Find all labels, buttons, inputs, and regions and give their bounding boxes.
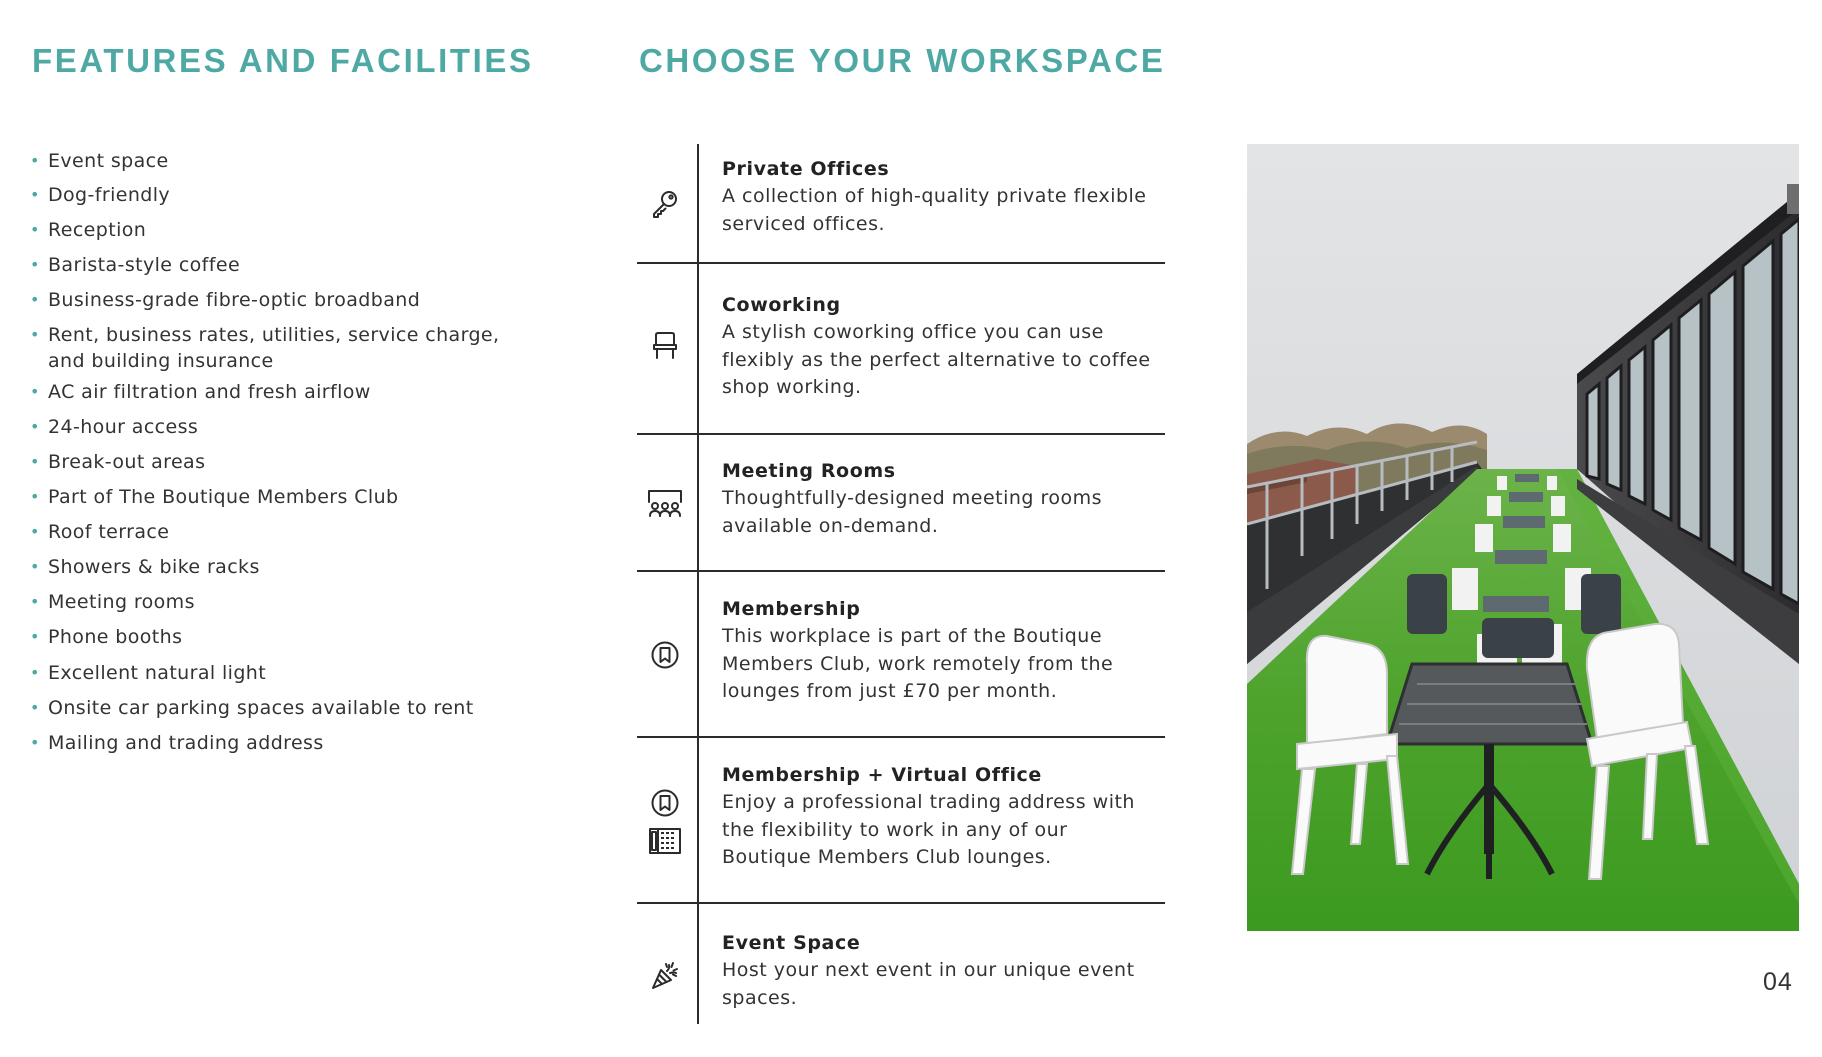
workspace-option-membership bbox=[637, 572, 1165, 736]
feature-item: • Showers & bike racks bbox=[30, 556, 260, 578]
option-description: This workplace is part of the Boutique Members Club, work remotely from the lounges from just £70 per month. bbox=[722, 625, 1114, 702]
feature-item: • Mailing and trading address bbox=[30, 732, 324, 754]
workspace-option-coworking bbox=[637, 264, 1165, 433]
bullet-icon: • bbox=[30, 522, 40, 541]
bullet-icon: • bbox=[30, 290, 40, 309]
feature-item: • Meeting rooms bbox=[30, 591, 195, 613]
option-description: Host your next event in our unique event spaces. bbox=[722, 959, 1135, 1009]
feature-item: • Phone booths bbox=[30, 626, 183, 648]
workspace-option-membership-virtual-office bbox=[637, 738, 1165, 902]
bullet-icon: • bbox=[30, 417, 40, 436]
bullet-icon: • bbox=[30, 487, 40, 506]
option-title: Meeting Rooms bbox=[722, 460, 896, 482]
feature-item: • Part of The Boutique Members Club bbox=[30, 486, 399, 508]
feature-item: • AC air filtration and fresh airflow bbox=[30, 381, 371, 403]
bullet-icon: • bbox=[30, 733, 40, 752]
features-heading: FEATURES AND FACILITIES bbox=[32, 42, 534, 79]
option-title: Private Offices bbox=[722, 158, 890, 180]
option-title: Membership bbox=[722, 598, 861, 620]
bullet-icon: • bbox=[30, 592, 40, 611]
terrace-photo bbox=[1247, 144, 1799, 931]
option-description: A stylish coworking office you can use flexibly as the perfect alternative to coffee shop working. bbox=[722, 321, 1151, 398]
workspace-option-meeting-rooms bbox=[637, 435, 1165, 570]
feature-item: • Business-grade fibre-optic broadband bbox=[30, 289, 421, 311]
chair-icon bbox=[650, 329, 680, 361]
bullet-icon: • bbox=[30, 557, 40, 576]
bullet-icon: • bbox=[30, 255, 40, 274]
bullet-icon: • bbox=[30, 627, 40, 646]
bullet-icon: • bbox=[30, 663, 40, 682]
bullet-icon: • bbox=[30, 382, 40, 401]
page-number: 04 bbox=[1763, 968, 1793, 996]
option-description: Enjoy a professional trading address with the flexibility to work in any of our Boutique Members Club lounges. bbox=[722, 791, 1135, 868]
features-list bbox=[30, 148, 510, 788]
option-description: A collection of high-quality private flexible serviced offices. bbox=[722, 185, 1147, 235]
membership-badge-icon bbox=[650, 640, 680, 670]
bullet-icon: • bbox=[30, 220, 40, 239]
bullet-icon: • bbox=[30, 325, 40, 344]
bullet-icon: • bbox=[30, 452, 40, 471]
party-popper-icon bbox=[649, 960, 681, 992]
option-description: Thoughtfully-designed meeting rooms available on-demand. bbox=[722, 487, 1103, 537]
key-icon bbox=[649, 188, 681, 220]
workspace-option-event-space bbox=[637, 904, 1165, 1024]
building-icon bbox=[648, 826, 682, 856]
feature-item: • Excellent natural light bbox=[30, 662, 267, 684]
feature-item: • Event space bbox=[30, 150, 169, 172]
feature-item: • Reception bbox=[30, 219, 147, 241]
bullet-icon: • bbox=[30, 698, 40, 717]
option-title: Coworking bbox=[722, 294, 841, 316]
feature-item: • 24-hour access bbox=[30, 416, 199, 438]
bullet-icon: • bbox=[30, 185, 40, 204]
workspace-options bbox=[637, 144, 1165, 1024]
feature-item: • Rent, business rates, utilities, service charge, and building insurance bbox=[30, 324, 500, 372]
bullet-icon: • bbox=[30, 151, 40, 170]
feature-item: • Barista-style coffee bbox=[30, 254, 241, 276]
feature-item: • Roof terrace bbox=[30, 521, 170, 543]
feature-item: • Break-out areas bbox=[30, 451, 206, 473]
option-title: Event Space bbox=[722, 932, 861, 954]
feature-item: • Dog-friendly bbox=[30, 184, 171, 206]
feature-item: • Onsite car parking spaces available to rent bbox=[30, 697, 474, 719]
meeting-icon bbox=[647, 488, 683, 518]
workspace-option-private-offices bbox=[637, 144, 1165, 262]
workspace-heading: CHOOSE YOUR WORKSPACE bbox=[639, 42, 1166, 79]
membership-badge-icon bbox=[650, 788, 680, 818]
option-title: Membership + Virtual Office bbox=[722, 764, 1042, 786]
